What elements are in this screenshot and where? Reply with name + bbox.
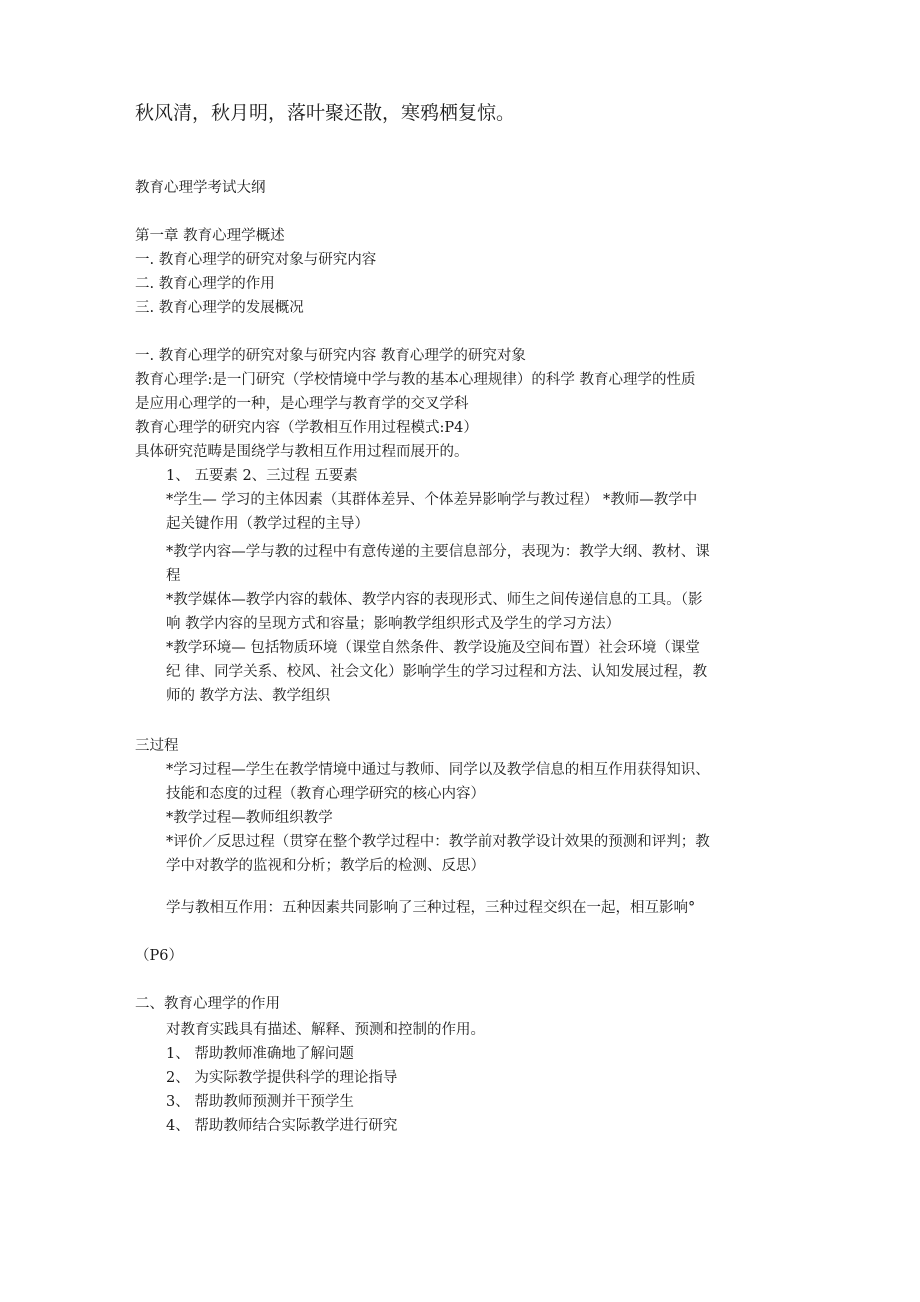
process-line: *教学过程—教师组织教学 bbox=[166, 810, 333, 826]
element-line: 纪 律、同学关系、校风、社会文化）影响学生的学习过程和方法、认知发展过程，教 bbox=[166, 664, 708, 680]
paragraph-line: 具体研究范畴是围绕学与教相互作用过程而展开的。 bbox=[135, 444, 469, 460]
process-line: *学习过程—学生在教学情境中通过与教师、同学以及教学信息的相互作用获得知识、 bbox=[166, 762, 710, 778]
element-line: *教学媒体—教学内容的载体、教学内容的表现形式、师生之间传递信息的工具。（影 bbox=[166, 592, 703, 608]
five-elements-header: 1、 五要素 2、三过程 五要素 bbox=[166, 468, 358, 484]
list-item: 4、 帮助教师结合实际教学进行研究 bbox=[166, 1118, 398, 1134]
chapter-title: 第一章 教育心理学概述 bbox=[135, 228, 285, 244]
paragraph-line: 是应用心理学的一种，是心理学与教育学的交叉学科 bbox=[135, 396, 469, 412]
element-line: *教学环境— 包括物质环境（课堂自然条件、教学设施及空间布置）社会环境（课堂 bbox=[166, 640, 700, 656]
element-line: 程 bbox=[166, 568, 181, 584]
paragraph-line: 对教育实践具有描述、解释、预测和控制的作用。 bbox=[166, 1022, 485, 1038]
page-reference: （P6） bbox=[135, 948, 183, 964]
element-line: 师的 教学方法、教学组织 bbox=[166, 688, 331, 704]
element-line: *教学内容—学与教的过程中有意传递的主要信息部分，表现为：教学大纲、教材、课 bbox=[166, 544, 710, 560]
interaction-line: 学与教相互作用：五种因素共同影响了三种过程，三种过程交织在一起，相互影响° bbox=[166, 900, 696, 916]
process-line: 学中对教学的监视和分析；教学后的检测、反思） bbox=[166, 858, 485, 874]
list-item: 3、 帮助教师预测并干预学生 bbox=[166, 1094, 354, 1110]
process-line: *评价／反思过程（贯穿在整个教学过程中：教学前对教学设计效果的预测和评判；教 bbox=[166, 834, 710, 850]
toc-item: 三. 教育心理学的发展概况 bbox=[135, 300, 304, 316]
paragraph-line: 教育心理学的研究内容（学教相互作用过程模式:P4） bbox=[135, 420, 478, 436]
toc-item: 一. 教育心理学的研究对象与研究内容 bbox=[135, 252, 377, 268]
element-line: 起关键作用（教学过程的主导） bbox=[166, 516, 369, 532]
element-line: 响 教学内容的呈现方式和容量；影响教学组织形式及学生的学习方法） bbox=[166, 616, 621, 632]
three-processes-title: 三过程 bbox=[135, 738, 179, 754]
list-item: 1、 帮助教师准确地了解问题 bbox=[166, 1046, 354, 1062]
poem-line: 秋风清，秋月明，落叶聚还散，寒鸦栖复惊。 bbox=[135, 102, 516, 124]
list-item: 2、 为实际教学提供科学的理论指导 bbox=[166, 1070, 398, 1086]
element-line: *学生— 学习的主体因素（其群体差异、个体差异影响学与教过程） *教师—教学中 bbox=[166, 492, 698, 508]
document-title: 教育心理学考试大纲 bbox=[135, 180, 266, 196]
toc-item: 二. 教育心理学的作用 bbox=[135, 276, 275, 292]
paragraph-line: 教育心理学:是一门研究（学校情境中学与教的基本心理规律）的科学 教育心理学的性质 bbox=[135, 372, 696, 388]
section-title: 二、教育心理学的作用 bbox=[135, 996, 280, 1012]
process-line: 技能和态度的过程（教育心理学研究的核心内容） bbox=[166, 786, 485, 802]
section-heading: 一. 教育心理学的研究对象与研究内容 教育心理学的研究对象 bbox=[135, 348, 526, 364]
